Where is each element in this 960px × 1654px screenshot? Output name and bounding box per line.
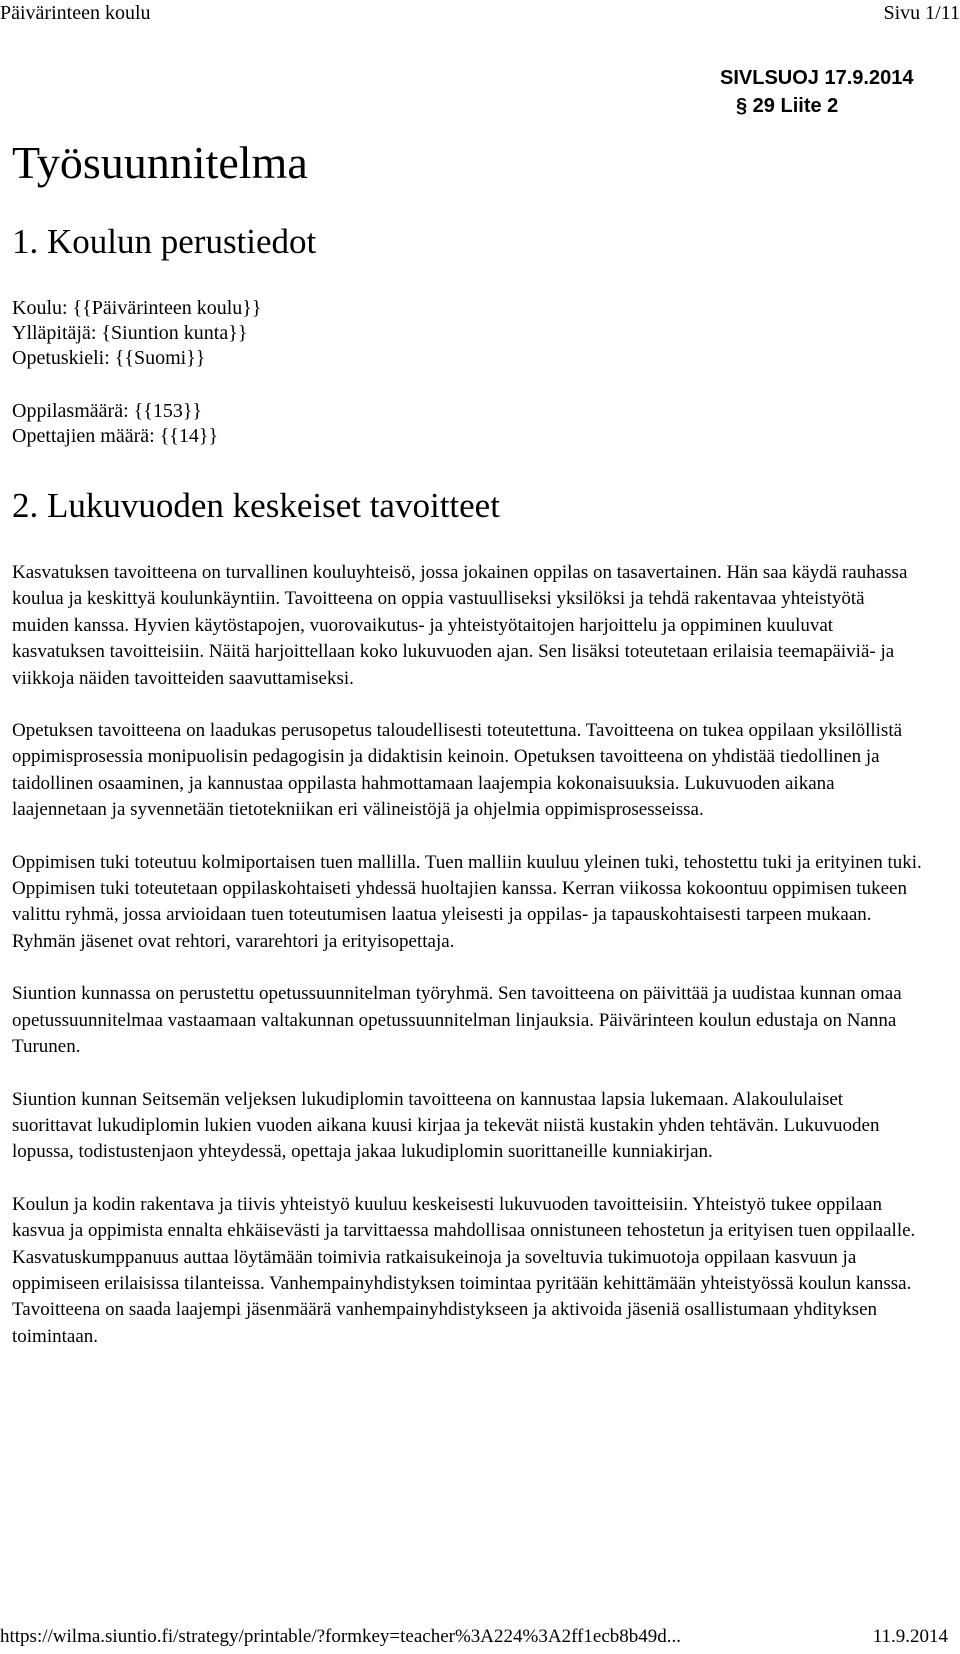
body-paragraph: Kasvatuksen tavoitteena on turvallinen kouluyhteisö, jossa jokainen oppilas on tasavertainen. Hän saa käydä rauhassa koulua ja keskittyä koulunkäyntiin. Tavoitteena on oppia vastuulliseksi yksilöksi ja tehdä rakentavaa yhteistyötä muiden kanssa. Hyvien käytöstapojen, vuorovaikutus- ja yhteistyötaitojen harjoittelu ja oppiminen kuuluvat kasvatuksen tavoitteisiin. Näitä harjoittellaan koko lukuvuoden ajan. Sen lisäksi toteutetaan erilaisia teemapäiviä- ja viikkoja näiden tavoitteiden saavuttamiseksi. [12,562,908,689]
footer-date: 11.9.2014 [872,1626,948,1647]
body-paragraph: Opetuksen tavoitteena on laadukas perusopetus taloudellisesti toteutettuna. Tavoitteena on tukea oppilaan yksilöllistä oppimisprosessia monipuolisin pedagogisin ja didaktisin keinoin. Opetuksen tavoitteena on yhdistää tiedollinen ja taidollinen osaaminen, ja kannustaa oppilasta hahmottamaan laajempia kokonaisuuksia. Lukuvuoden aikana laajennetaan ja syvennetään tietotekniikan eri välineistöjä ja ohjelmia oppimisprosesseissa. [12,720,903,821]
school-counts-block [12,399,218,449]
document-reference [720,64,913,120]
section-2-heading: 2. Lukuvuoden keskeiset tavoitteet [12,486,500,525]
body-paragraph: Siuntion kunnassa on perustettu opetussuunnitelman työryhmä. Sen tavoitteena on päivittää ja uudistaa kunnan omaa opetussuunnitelmaa vastaamaan valtakunnan opetussuunnitelman linjauksia. Päivärinteen koulun edustaja on Nanna Turunen. [12,983,902,1058]
reference-line-1: SIVLSUOJ 17.9.2014 [720,67,914,89]
body-paragraph: Oppimisen tuki toteutuu kolmiportaisen tuen mallilla. Tuen malliin kuuluu yleinen tuki, tehostettu tuki ja erityinen tuki. Oppimisen tuki toteutetaan oppilaskohtaiseti yhdessä huoltajien kanssa. Kerran viikossa kokoontuu oppimisen tukeen valittu ryhmä, jossa arvioidaan tuen toteutumisen laatua yleisesti ja oppilas- ja tapauskohtaisesti tarpeen mukaan. Ryhmän jäsenet ovat rehtori, vararehtori ja erityisopettaja. [12,851,922,952]
school-info-line: Ylläpitäjä: {Siuntion kunta}} [12,322,248,344]
reference-line-2: § 29 Liite 2 [736,95,839,117]
school-info-line: Koulu: {{Päivärinteen koulu}} [12,297,262,319]
section-2-body [12,560,924,1376]
school-info-block [12,296,261,371]
print-header-title: Päivärinteen koulu [0,2,151,24]
body-paragraph: Siuntion kunnan Seitsemän veljeksen lukudiplomin tavoitteena on kannustaa lapsia lukemaan. Alakoululaiset suorittavat lukudiplomin lukien vuoden aikana kuusi kirjaa ja tekevät niistä kustakin yhden tehtävän. Lukuvuoden lopussa, todistustenjaon yhteydessä, opettaja jakaa lukudiplomin suorittaneille kunniakirjan. [12,1088,880,1163]
school-info-line: Oppilasmäärä: {{153}} [12,400,203,422]
print-header-page-number: Sivu 1/11 [883,2,960,24]
document-title: Työsuunnitelma [12,137,308,188]
section-1-heading: 1. Koulun perustiedot [12,222,317,261]
footer-url: https://wilma.siuntio.fi/strategy/printable/?formkey=teacher%3A224%3A2ff1ecb8b49d... [0,1626,682,1647]
school-info-line: Opetuskieli: {{Suomi}} [12,347,206,369]
body-paragraph: Koulun ja kodin rakentava ja tiivis yhteistyö kuuluu keskeisesti lukuvuoden tavoitteisiin. Yhteistyö tukee oppilaan kasvua ja oppimista ennalta ehkäisevästi ja tarvittaessa mahdollisaa onnistuneen tehostetun ja erityisen tuen oppilaalle. Kasvatuskumppanuus auttaa löytämään toimivia ratkaisukeinoja ja soveltuvia tukimuotoja oppilaan kasvuun ja oppimiseen erilaisissa tilanteissa. Vanhempainyhdistyksen toimintaa pyritään kehittämään yhteistyössä koulun kanssa. Tavoitteena on saada laajempi jäsenmäärä vanhempainyhdistykseen ja aktivoida jäseniä osallistumaan yhdityksen toimintaan. [12,1193,916,1347]
school-info-line: Opettajien määrä: {{14}} [12,425,219,447]
